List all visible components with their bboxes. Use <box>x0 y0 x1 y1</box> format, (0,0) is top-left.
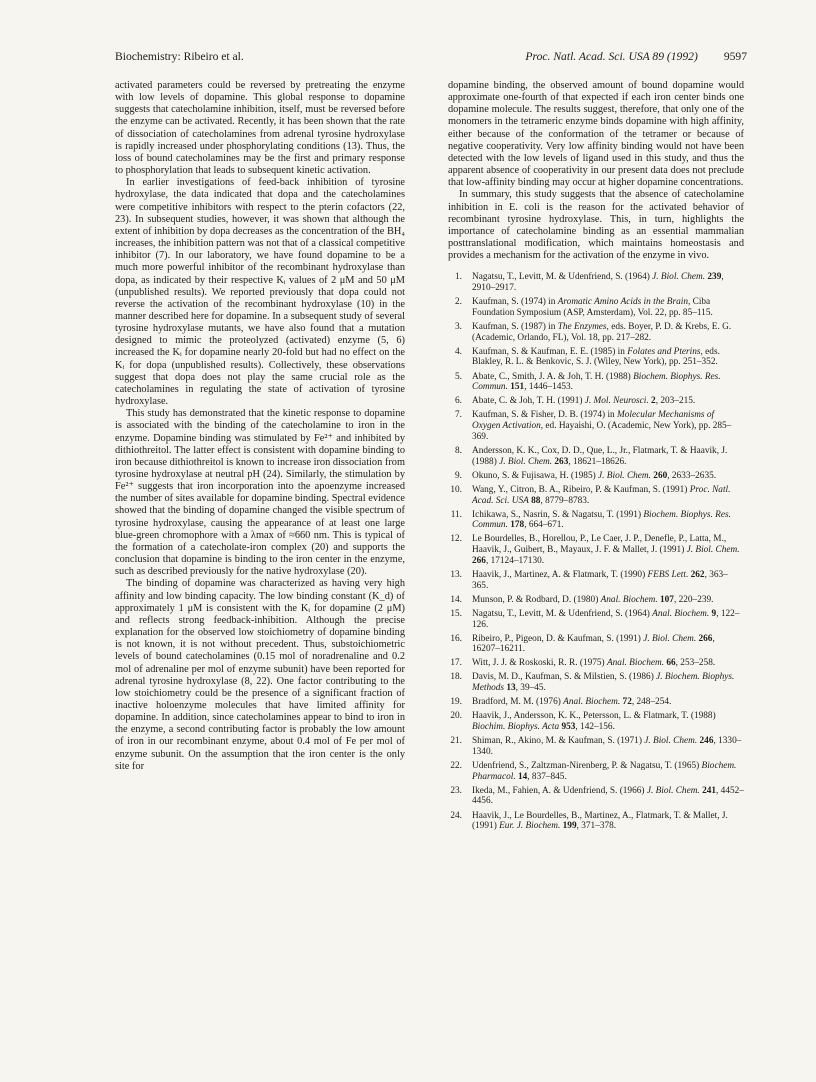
reference-journal: J. Biol. Chem. <box>598 470 651 481</box>
running-header <box>115 50 747 66</box>
reference-number: 13. <box>450 569 462 580</box>
reference-authors: Abate, C., Smith, J. A. & Joh, T. H. (1988) <box>472 371 634 382</box>
reference-authors: Ichikawa, S., Nasrin, S. & Nagatsu, T. (1991) <box>472 509 644 520</box>
paragraph: The binding of dopamine was characterized as having very high affinity and low binding capacity. The low binding constant (K_d) of approximately 1 μM is consistent with the Kᵢ for dopamine (2 μM) and reflects strong feedback-inhibition. Although the precise explanation for the observed low stoichiometry of dopamine binding is not known, it is not without precedent. Thus, substoichiometric levels of bound catecholamines (0.15 mol of noradrenaline and 0.2 mol of adrenaline per mol of enzyme subunit) have been reported for adrenal tyrosine hydroxylase (8, 22). One factor contributing to the low stoichiometry could be the presence of a significant fraction of inactive holoenzyme molecules that have limited affinity for dopamine. In addition, since catecholamines appear to bind to iron in the enzyme, a second contributing factor is probably the low amount of iron in our recombinant enzyme, about 0.4 mol of Fe per mol of enzyme subunit. On the assumption that the iron center is the only site for <box>115 578 405 772</box>
reference-journal: Anal. Biochem. <box>600 594 658 605</box>
reference-list <box>448 272 744 832</box>
reference-number: 17. <box>450 658 462 669</box>
reference-authors: Shiman, R., Akino, M. & Kaufman, S. (1971) <box>472 736 645 747</box>
reference-number: 11. <box>450 509 462 520</box>
reference-pages: , 18621–18626. <box>568 456 627 467</box>
paragraph: In earlier investigations of feed-back inhibition of tyrosine hydroxylase, the data indicated that dopa and the catecholamines were competitive inhibitors with respect to the pterin cofactors (22, 23). In subsequent studies, however, it was shown that although the extent of inhibition by dopa decreases as the concentration of the BH₄ increases, the inhibition pattern was not that of a classical competitive inhibitor (7). In our laboratory, we have found dopamine to be a much more powerful inhibitor of the recombinant hydroxylase than dopa, as indicated by their respective Kᵢ values of 2 μM and 50 μM (unpublished results). We reported previously that dopa could not reverse the activation of the recombinant hydroxylase (10) in the manner described here for dopamine. In a subsequent study of several tyrosine hydroxylase mutants, we have also found that a mutation designed to mimic the proteolyzed (activated) enzyme (5, 6) increased the Kᵢ for dopamine nearly 20-fold but had no effect on the Kᵢ for dopa (unpublished results). Collectively, these observations suggest that dopa does not play the same crucial role as the catecholamines in regulating the state of activation of tyrosine hydroxylase. <box>115 177 405 408</box>
reference-pages: , 363–365. <box>472 569 728 591</box>
paragraph: This study has demonstrated that the kinetic response to dopamine is associated with the binding of the catecholamine to iron in the enzyme. Dopamine binding was stimulated by Fe²⁺ and inhibited by dithiothreitol. The latter effect is consistent with dopamine binding to iron because dithiothreitol is known to increase iron dissociation from tyrosine hydroxylase at neutral pH (24). Similarly, the stimulation by Fe²⁺ suggests that iron incorporation into the apoenzyme increased the number of sites available for dopamine binding. Spectral evidence showed that the binding of dopamine changed the visible spectrum of tyrosine hydroxylase, causing the appearance of at least one large blue-green chromophore with a λmax of ≈660 nm. This is typical of the formation of a catecholate-iron complex (20) and supports the conclusion that dopamine is binding to the iron center in the enzyme, such as described previously for the native hydroxylase (20). <box>115 408 405 578</box>
reference-number: 23. <box>450 785 462 796</box>
reference-number: 14. <box>450 594 462 605</box>
reference-volume: 953 <box>561 722 576 733</box>
reference-book-title: Aromatic Amino Acids in the Brain <box>557 297 688 308</box>
reference-pages: , 4452–4456. <box>472 785 744 807</box>
reference-pages: , 837–845. <box>527 771 567 782</box>
reference-item <box>448 711 744 732</box>
reference-journal: J. Biol. Chem. <box>499 456 553 467</box>
reference-item <box>448 609 744 630</box>
reference-pages: , 8779–8783. <box>540 495 590 506</box>
reference-book-title: The Enzymes <box>557 321 607 332</box>
reference-item <box>448 510 744 531</box>
reference-number: 16. <box>450 633 462 644</box>
reference-item <box>448 347 744 368</box>
reference-number: 10. <box>450 484 462 495</box>
reference-authors: Kaufman, S. & Fisher, D. B. (1974) in <box>472 410 618 421</box>
reference-volume: 263 <box>554 456 569 467</box>
reference-journal: J. Biochem. Biophys. Methods <box>472 672 735 694</box>
reference-item <box>448 471 744 482</box>
reference-number: 7. <box>455 410 462 421</box>
reference-authors: Davis, M. D., Kaufman, S. & Milstien, S. (1986) <box>472 672 657 683</box>
reference-authors: Kaufman, S. (1987) in <box>472 321 558 332</box>
reference-pages: , 248–254. <box>631 697 672 708</box>
reference-pages: , ed. Hayaishi, O. (Academic, New York), pp. 285–369. <box>472 421 732 442</box>
header-journal <box>525 50 747 63</box>
reference-authors: Abate, C. & Joh, T. H. (1991) <box>472 396 585 407</box>
reference-number: 12. <box>450 534 462 545</box>
reference-journal: J. Mol. Neurosci. <box>584 396 649 407</box>
reference-number: 5. <box>455 371 462 382</box>
reference-item <box>448 761 744 782</box>
reference-number: 20. <box>450 711 462 722</box>
reference-book-title: Molecular Mechanisms of Oxygen Activation <box>472 410 715 432</box>
reference-authors: Ribeiro, P., Pigeon, D. & Kaufman, S. (1991) <box>472 633 644 644</box>
reference-number: 21. <box>450 736 462 747</box>
reference-journal: J. Biol. Chem. <box>644 736 698 747</box>
reference-volume: 14 <box>517 771 528 782</box>
reference-authors: Witt, J. J. & Roskoski, R. R. (1975) <box>472 658 607 669</box>
paragraph: activated parameters could be reversed by pretreating the enzyme with low levels of dopamine. This global response to dopamine suggests that catecholamine inhibition, itself, must be reversed before the enzyme can be activated. Recently, it has been shown that the rate of dissociation of catecholamines from adrenal tyrosine hydroxylase is rapidly increased under phosphorylating conditions (13). Thus, the loss of bound catecholamines may be the first and primary response to phosphorylation that leads to subsequent kinetic activation. <box>115 80 405 177</box>
reference-journal: Proc. Natl. Acad. Sci. USA <box>472 484 731 506</box>
reference-item <box>448 410 744 442</box>
reference-number: 19. <box>450 697 462 708</box>
reference-number: 18. <box>450 672 462 683</box>
reference-journal: Anal. Biochem. <box>606 658 665 669</box>
reference-number: 8. <box>455 445 462 456</box>
reference-item <box>448 786 744 807</box>
reference-volume: 266 <box>698 633 713 644</box>
reference-item <box>448 272 744 293</box>
reference-pages: , 1446–1453. <box>524 382 573 393</box>
reference-pages: , 2910–2917. <box>472 272 724 294</box>
reference-volume: 151 <box>510 382 525 393</box>
paragraph-summary: In summary, this study suggests that the absence of catecholamine inhibition in E. coli is the reason for the activated behavior of recombinant tyrosine hydroxylase. This, in turn, highlights the importance of catecholamine binding as an essential mammalian posttranslational modification, which maintains homeostasis and provides a mechanism for the activation of the enzyme in vivo. <box>448 189 744 262</box>
reference-item <box>448 372 744 393</box>
reference-authors: Kaufman, S. & Kaufman, E. E. (1985) in <box>472 346 628 357</box>
reference-authors: Ikeda, M., Fahien, A. & Udenfriend, S. (1966) <box>472 785 647 796</box>
reference-authors: Wang, Y., Citron, B. A., Ribeiro, P. & Kaufman, S. (1991) <box>472 484 690 495</box>
reference-journal: Anal. Biochem. <box>652 608 710 619</box>
left-column <box>115 80 405 773</box>
reference-authors: Udenfriend, S., Zaltzman-Nirenberg, P. & Nagatsu, T. (1965) <box>472 760 702 771</box>
reference-volume: 107 <box>660 594 674 605</box>
reference-authors: Okuno, S. & Fujisawa, H. (1985) <box>472 470 599 481</box>
reference-journal: Biochem. Pharmacol. <box>472 760 737 782</box>
reference-number: 1. <box>455 272 462 283</box>
reference-volume: 241 <box>702 785 717 796</box>
reference-item <box>448 322 744 343</box>
reference-volume: 246 <box>699 736 714 747</box>
right-column <box>448 80 744 835</box>
reference-volume: 199 <box>562 821 577 832</box>
reference-pages: , 1330–1340. <box>472 736 742 757</box>
reference-pages: , 2633–2635. <box>667 470 717 481</box>
reference-journal: J. Biol. Chem. <box>643 633 697 644</box>
reference-pages: , 203–215. <box>655 396 696 407</box>
reference-authors: Haavik, J., Martinez, A. & Flatmark, T. (1990) <box>472 569 648 580</box>
header-citation: Proc. Natl. Acad. Sci. USA 89 (1992) <box>525 50 698 63</box>
reference-journal: J. Biol. Chem. <box>646 785 700 796</box>
reference-pages: , 371–378. <box>576 821 617 832</box>
reference-pages: , eds. Boyer, P. D. & Krebs, E. G. (Academic, Orlando, FL), Vol. 18, pp. 217–282. <box>472 321 732 343</box>
reference-volume: 72 <box>622 697 632 708</box>
reference-volume: 88 <box>531 495 541 506</box>
reference-volume: 266 <box>472 555 486 566</box>
reference-authors: Haavik, J., Le Bourdelles, B., Martinez, A., Flatmark, T. & Mallet, J. (1991) <box>472 810 728 832</box>
reference-item <box>448 595 744 606</box>
reference-item <box>448 297 744 318</box>
paragraph: dopamine binding, the observed amount of bound dopamine would approximate one-fourth of that expected if each iron center binds one dopamine molecule. The results suggest, therefore, that only one of the monomers in the tetrameric enzyme binds dopamine with high affinity, either because of the conformation of the tetramer or because of negative cooperativity. Very low affinity binding would not have been detected with the low levels of ligand used in this study, and thus the apparent absence of cooperativity in our present data does not preclude that low-affinity binding may occur at higher dopamine concentrations. <box>448 80 744 189</box>
header-authors: Biochemistry: Ribeiro et al. <box>115 50 244 63</box>
reference-journal: FEBS Lett. <box>647 569 689 580</box>
reference-item <box>448 446 744 467</box>
reference-item <box>448 396 744 407</box>
reference-authors: Haavik, J., Andersson, K. K., Petersson, L. & Flatmark, T. (1988) <box>472 711 716 722</box>
reference-pages: , 664–671. <box>524 520 564 531</box>
reference-item <box>448 811 744 832</box>
reference-item <box>448 658 744 669</box>
reference-journal: Eur. J. Biochem. <box>499 821 561 832</box>
reference-number: 3. <box>455 321 462 332</box>
reference-number: 22. <box>450 760 462 771</box>
reference-number: 2. <box>455 297 462 308</box>
reference-journal: Anal. Biochem. <box>563 697 621 708</box>
reference-item <box>448 672 744 693</box>
reference-volume: 239 <box>707 272 722 283</box>
reference-journal: Biochem. Biophys. Res. Commun. <box>472 371 721 393</box>
reference-item <box>448 570 744 591</box>
reference-pages: , 16207–16211. <box>472 633 715 655</box>
reference-pages: , eds. Blakley, R. L. & Benkovic, S. J. (Wiley, New York), pp. 251–352. <box>472 346 720 368</box>
reference-item <box>448 634 744 655</box>
reference-volume: 13 <box>506 683 516 694</box>
reference-volume: 66 <box>666 658 676 669</box>
reference-number: 15. <box>450 608 462 619</box>
reference-authors: Bradford, M. M. (1976) <box>472 697 564 708</box>
reference-authors: Nagatsu, T., Levitt, M. & Udenfriend, S. (1964) <box>472 272 653 283</box>
reference-authors: Le Bourdelles, B., Horellou, P., Le Caer, J. P., Denefle, P., Latta, M., Haavik, J., Guibert, B., Mayaux, J. F. & Mallet, J. (1991) <box>472 534 727 556</box>
reference-book-title: Folates and Pterins <box>627 346 701 357</box>
reference-journal: J. Biol. Chem. <box>686 545 740 556</box>
reference-journal: Biochem. Biophys. Res. Commun. <box>472 509 731 531</box>
reference-volume: 260 <box>653 470 668 481</box>
reference-authors: Munson, P. & Rodbard, D. (1980) <box>472 594 601 605</box>
reference-item <box>448 736 744 757</box>
reference-pages: , 17124–17130. <box>485 555 545 566</box>
reference-authors: Andersson, K. K., Cox, D. D., Que, L., Jr., Flatmark, T. & Haavik, J. (1988) <box>472 445 728 467</box>
page-number: 9597 <box>723 50 747 63</box>
reference-number: 9. <box>455 470 462 481</box>
reference-item <box>448 534 744 566</box>
reference-pages: , 220–239. <box>673 594 714 605</box>
reference-pages: , 39–45. <box>515 683 546 694</box>
reference-item <box>448 697 744 708</box>
reference-volume: 262 <box>690 569 705 580</box>
reference-number: 6. <box>455 396 462 407</box>
reference-pages: , Ciba Foundation Symposium (ASP, Amsterdam), Vol. 22, pp. 85–115. <box>472 297 713 318</box>
reference-number: 24. <box>450 810 462 821</box>
reference-authors: Kaufman, S. (1974) in <box>472 297 558 308</box>
reference-pages: , 122–126. <box>472 608 740 630</box>
reference-volume: 2 <box>651 396 656 407</box>
reference-journal: Biochim. Biophys. Acta <box>472 722 560 733</box>
reference-volume: 178 <box>510 520 525 531</box>
reference-item <box>448 485 744 506</box>
reference-volume: 9 <box>711 608 717 619</box>
reference-authors: Nagatsu, T., Levitt, M. & Udenfriend, S. (1964) <box>472 608 653 619</box>
reference-pages: , 253–258. <box>675 658 716 669</box>
reference-journal: J. Biol. Chem. <box>652 272 706 283</box>
reference-number: 4. <box>455 346 462 357</box>
reference-pages: , 142–156. <box>575 722 615 733</box>
